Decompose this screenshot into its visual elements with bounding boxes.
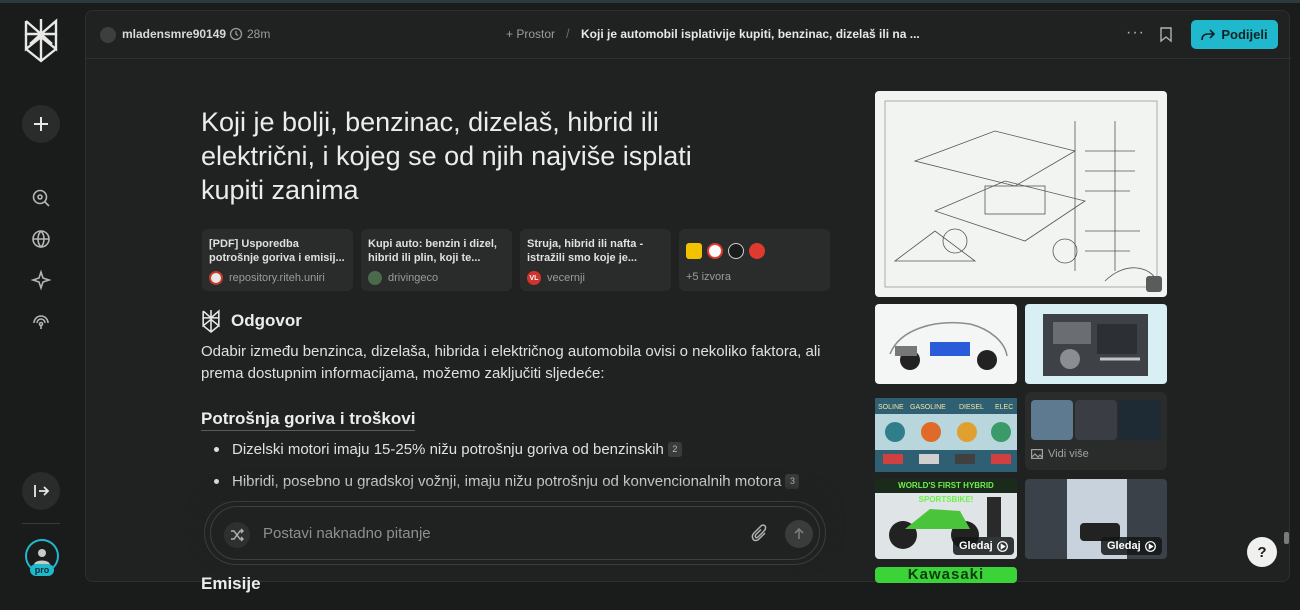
kawasaki-text: Kawasaki (907, 566, 985, 583)
clock-icon (229, 27, 243, 41)
thread-age: 28m (247, 27, 271, 41)
list-item (214, 441, 682, 458)
media-image-engine[interactable] (1025, 304, 1167, 384)
video-thumbnail-kawasaki[interactable] (875, 567, 1017, 583)
thread-header (86, 11, 1291, 59)
user-icon (32, 546, 52, 566)
answer-heading-label: Odgovor (231, 311, 302, 330)
more-options-button[interactable]: ··· (1126, 24, 1145, 41)
spaces-icon[interactable] (30, 310, 52, 332)
new-thread-button[interactable] (22, 105, 60, 143)
bookmark-icon[interactable] (1160, 27, 1172, 42)
sparkle-icon[interactable] (30, 269, 52, 291)
left-sidebar (0, 3, 84, 610)
submit-button[interactable] (785, 520, 813, 548)
share-label: Podijeli (1221, 27, 1268, 42)
source-site: repository.riteh.uniri (229, 272, 325, 284)
globe-icon (728, 243, 744, 259)
search-discover-icon[interactable] (30, 187, 52, 209)
video-thumbnail-sportsbike[interactable] (875, 479, 1017, 559)
svg-text:ELEC: ELEC (995, 404, 1014, 411)
user-icon (100, 27, 116, 43)
breadcrumb-separator: / (566, 26, 570, 41)
section-heading: Potrošnja goriva i troškovi (201, 409, 415, 431)
video-banner-text: WORLD'S FIRST HYBRID SPORTSBIKE! (875, 479, 1017, 493)
see-more-images[interactable] (1025, 392, 1167, 470)
citation-badge[interactable]: 3 (785, 474, 799, 489)
paperclip-icon[interactable] (751, 524, 769, 544)
arrow-up-icon (793, 528, 805, 540)
plus-icon (32, 115, 50, 133)
play-icon (997, 541, 1008, 552)
section-heading: Emisije (201, 574, 261, 593)
svg-text:DIESEL: DIESEL (959, 404, 984, 411)
followup-box (204, 501, 826, 565)
scrollbar-thumb[interactable] (1284, 532, 1289, 544)
more-sources-card[interactable] (679, 229, 830, 291)
watch-video-badge[interactable]: Gledaj (1101, 537, 1162, 555)
followup-input[interactable] (210, 506, 820, 560)
source-site: vecernji (547, 272, 585, 284)
list-item (214, 473, 799, 490)
source-favicon-icon (749, 243, 765, 259)
thumbnail (1031, 400, 1073, 440)
source-title: [PDF] Usporedba potrošnje goriva i emisij... (209, 238, 345, 264)
sidebar-divider (22, 523, 60, 524)
pro-badge: pro (30, 564, 54, 576)
thumbnail (1119, 400, 1161, 440)
perplexity-answer-icon (201, 309, 221, 333)
globe-icon[interactable] (30, 228, 52, 250)
media-image-infographic[interactable] (875, 398, 1017, 472)
thumbnail (1075, 400, 1117, 440)
riteh-icon (209, 271, 223, 285)
vecernji-icon: VL (527, 271, 541, 285)
svg-text:GASOLINE: GASOLINE (910, 404, 946, 411)
source-card[interactable] (520, 229, 671, 291)
help-button[interactable]: ? (1247, 537, 1277, 567)
top-accent-line (0, 0, 1300, 3)
image-icon (1031, 449, 1043, 459)
play-icon (1145, 541, 1156, 552)
shuffle-icon[interactable] (224, 522, 250, 548)
video-thumbnail-car[interactable] (1025, 479, 1167, 559)
perplexity-logo-icon[interactable] (22, 17, 60, 63)
share-arrow-icon (1201, 29, 1215, 41)
source-title: Kupi auto: benzin i dizel, hibrid ili plin, koji te... (368, 238, 497, 264)
followup-placeholder: Postavi naknadno pitanje (263, 525, 431, 542)
share-button[interactable] (1191, 20, 1278, 49)
thread-title-breadcrumb: Koji je automobil isplativije kupiti, benzinac, dizelaš ili na ... (581, 27, 920, 41)
drivingeco-icon (368, 271, 382, 285)
media-image-diagram[interactable] (875, 91, 1167, 297)
source-card[interactable] (361, 229, 512, 291)
source-favicon-icon (707, 243, 723, 259)
citation-badge[interactable]: 2 (668, 442, 682, 457)
see-more-label: Vidi više (1048, 448, 1089, 460)
list-item-text: Dizelski motori imaju 15-25% nižu potrošnju goriva od benzinskih (232, 441, 664, 458)
source-favicon-icon (686, 243, 702, 259)
svg-text:SOLINE: SOLINE (878, 404, 904, 411)
source-card[interactable] (202, 229, 353, 291)
author-name[interactable]: mladensmre90149 (122, 27, 227, 41)
answer-heading (201, 309, 302, 333)
settings-icon[interactable] (1146, 276, 1162, 292)
more-sources-label: +5 izvora (686, 271, 731, 283)
arrow-right-bar-icon (32, 482, 50, 500)
add-to-space-link[interactable]: + Prostor (506, 27, 556, 41)
media-image-hybrid-chassis[interactable] (875, 304, 1017, 384)
answer-intro: Odabir između benzinca, dizelaša, hibrida i električnog automobila ovisi o nekoliko faktora, ali prema dostupnim informacijama, možemo zaključiti sljedeće: (201, 343, 821, 382)
question-title: Koji je bolji, benzinac, dizelaš, hibrid ili električni, i kojeg se od njih najviše isplati kupiti zanima (201, 107, 692, 205)
source-site: drivingeco (388, 272, 439, 284)
thread-panel (85, 10, 1290, 593)
expand-sidebar-button[interactable] (22, 472, 60, 510)
watch-video-badge[interactable]: Gledaj (953, 537, 1014, 555)
list-item-text: Hibridi, posebno u gradskoj vožnji, imaju nižu potrošnju od konvencionalnih motora (232, 473, 782, 490)
source-title: Struja, hibrid ili nafta - istražili smo koje je... (527, 238, 644, 264)
